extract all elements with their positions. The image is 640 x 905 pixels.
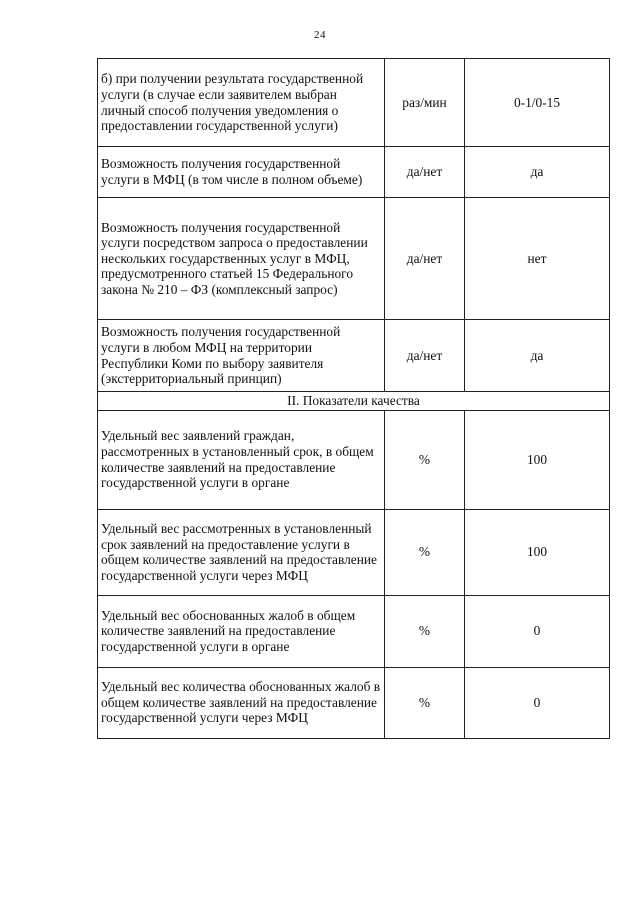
indicator-value: 0 [465,667,610,738]
table-row [98,59,610,147]
indicator-unit: % [385,410,465,509]
indicator-value: 0 [465,595,610,667]
indicator-unit: да/нет [385,320,465,392]
indicator-name: Возможность получения государственной услуги в любом МФЦ на территории Республики Коми по выбору заявителя (экстерриториальный принцип) [98,320,385,392]
table-row [98,320,610,392]
indicators-table [97,58,610,739]
indicator-unit: да/нет [385,147,465,198]
indicator-value: да [465,147,610,198]
indicator-name: Удельный вес рассмотренных в установленный срок заявлений на предоставление услуги в общем количестве заявлений на предоставление государственной услуги через МФЦ [98,509,385,595]
indicator-value: нет [465,198,610,320]
indicator-unit: % [385,595,465,667]
indicator-value: 100 [465,410,610,509]
indicator-value: 0-1/0-15 [465,59,610,147]
indicator-unit: раз/мин [385,59,465,147]
table-row [98,667,610,738]
indicator-unit: % [385,509,465,595]
indicator-value: да [465,320,610,392]
indicator-name: Возможность получения государственной услуги посредством запроса о предоставлении нескольких государственных услуг в МФЦ, предусмотренного статьей 15 Федерального закона № 210 – ФЗ (комплексный запрос) [98,198,385,320]
page-number: 24 [314,29,326,41]
indicator-name: Удельный вес количества обоснованных жалоб в общем количестве заявлений на предоставление государственной услуги через МФЦ [98,667,385,738]
table-row [98,595,610,667]
indicator-value: 100 [465,509,610,595]
indicator-name: б) при получении результата государственной услуги (в случае если заявителем выбран личный способ получения уведомления о предоставлении государственной услуги) [98,59,385,147]
table-row [98,509,610,595]
indicator-name: Возможность получения государственной услуги в МФЦ (в том числе в полном объеме) [98,147,385,198]
section-header-row [98,392,610,411]
indicator-name: Удельный вес заявлений граждан, рассмотренных в установленный срок, в общем количестве заявлений на предоставление государственной услуги в органе [98,410,385,509]
indicator-unit: % [385,667,465,738]
indicator-name: Удельный вес обоснованных жалоб в общем количестве заявлений на предоставление государственной услуги в органе [98,595,385,667]
section-title: II. Показатели качества [98,392,610,411]
indicator-unit: да/нет [385,198,465,320]
table-row [98,410,610,509]
table-row [98,198,610,320]
table-row [98,147,610,198]
